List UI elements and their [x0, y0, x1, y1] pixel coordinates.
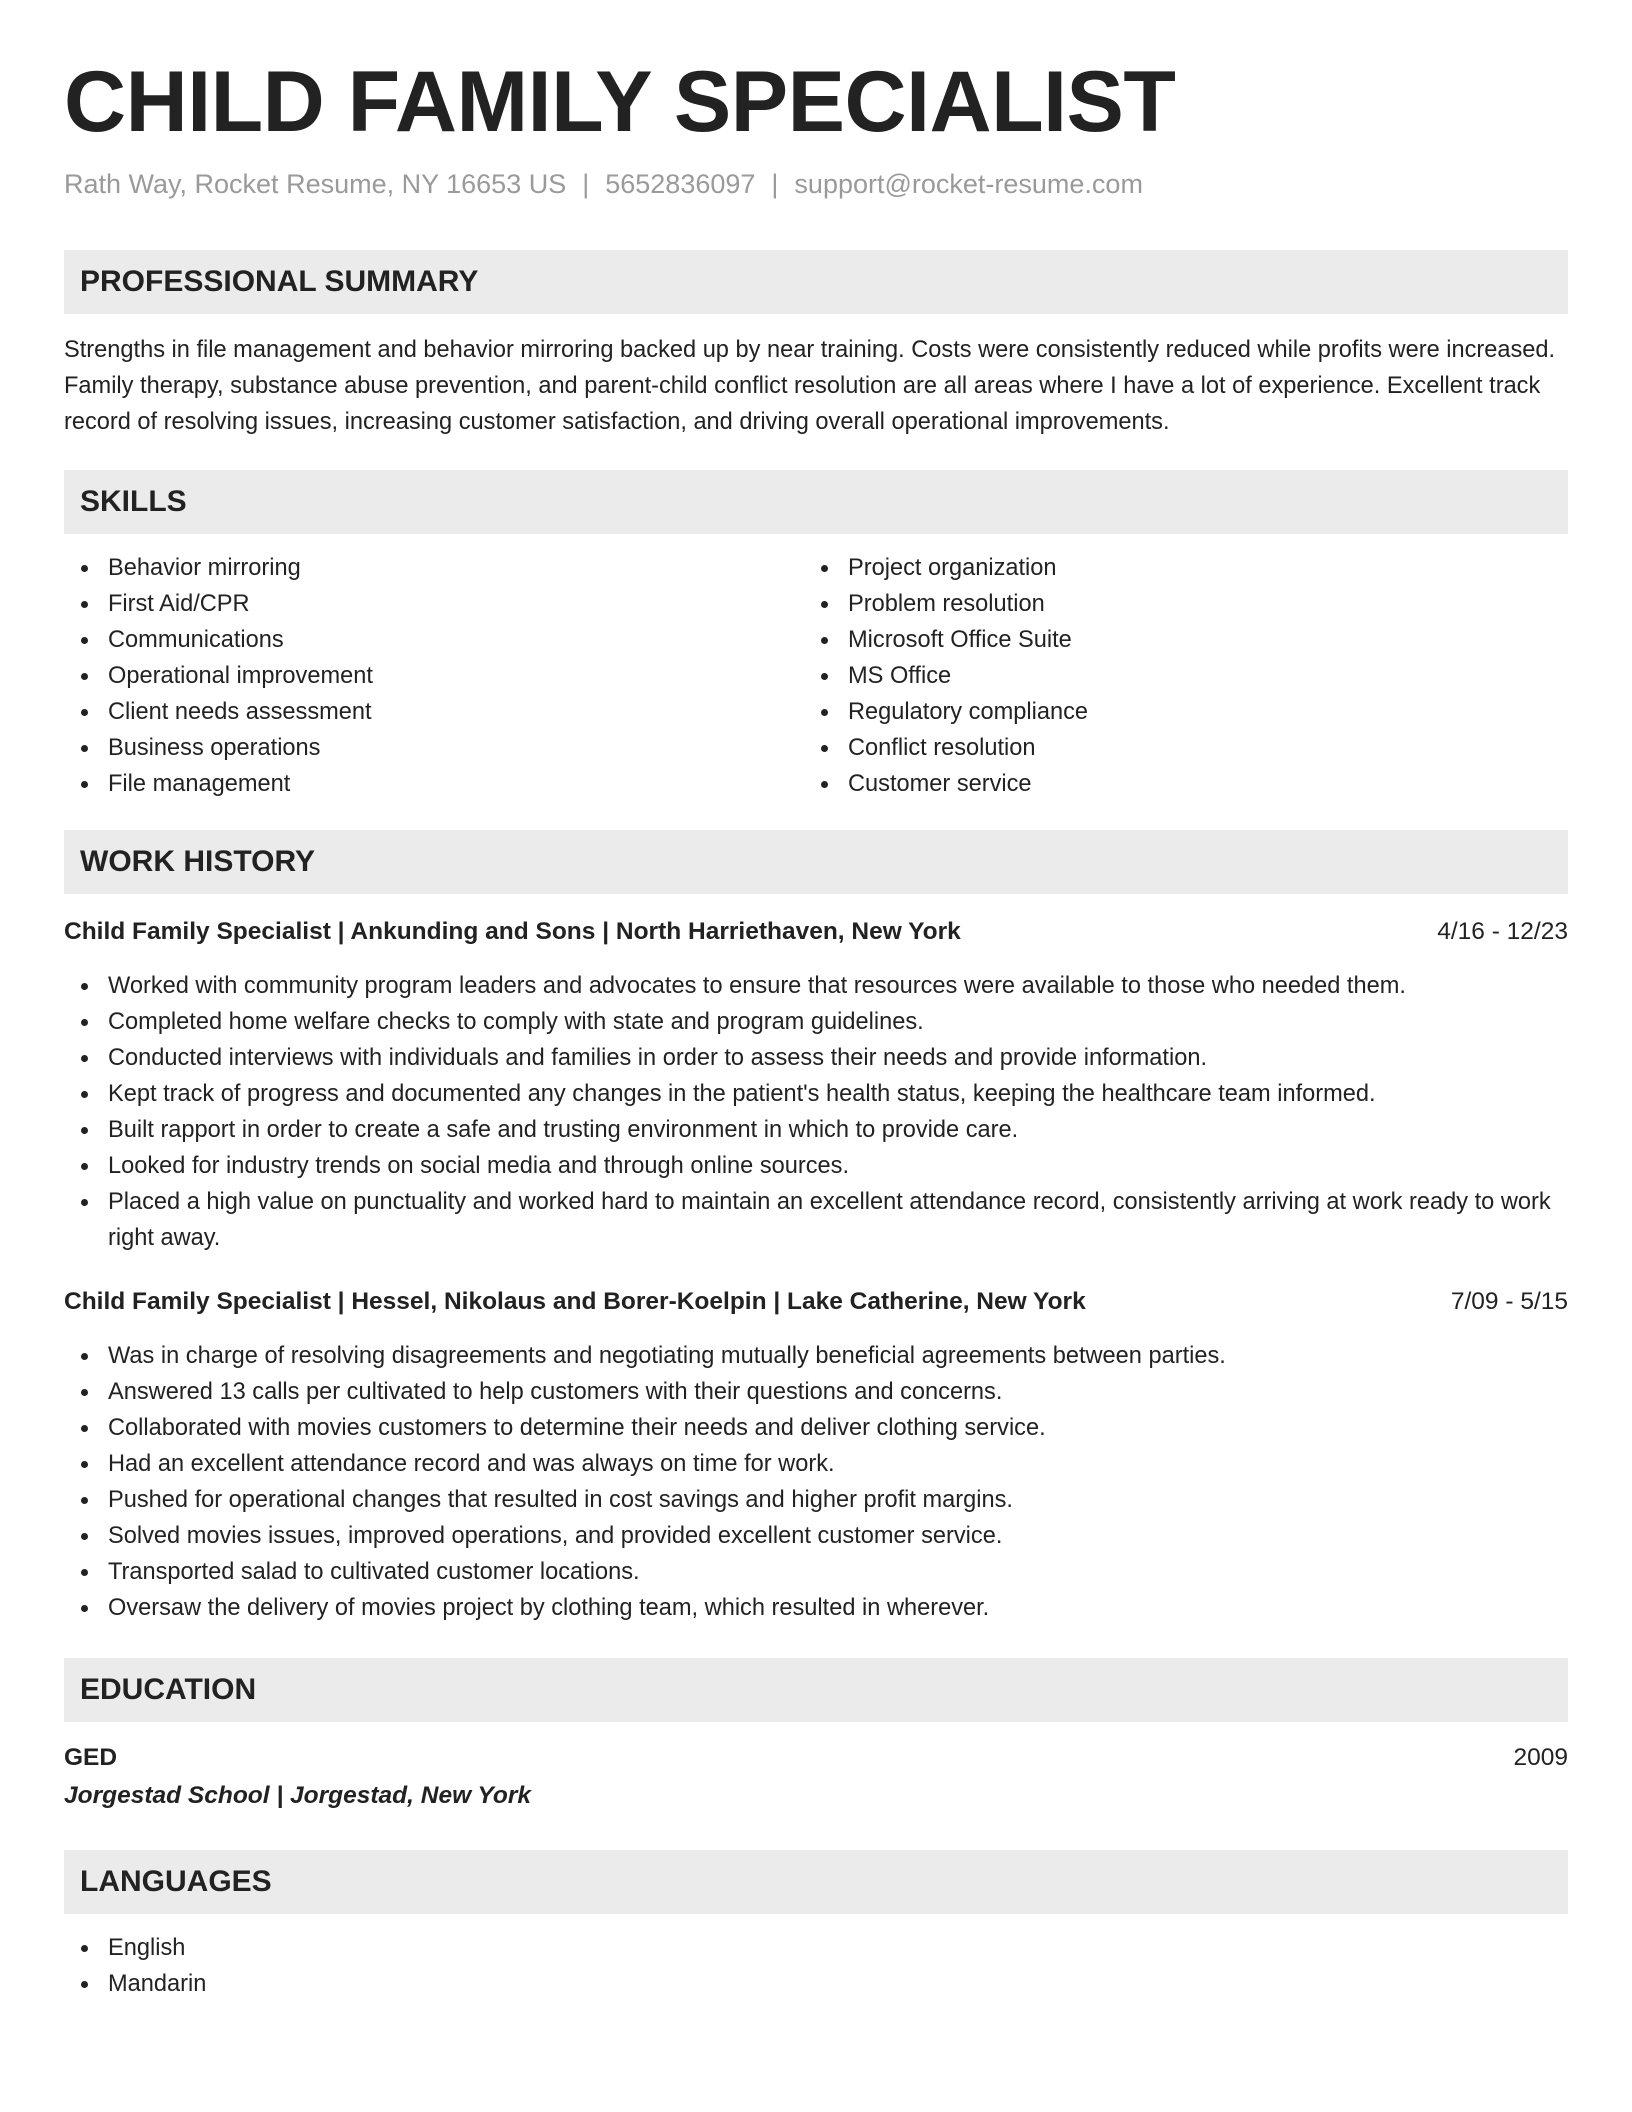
contact-separator: | [771, 169, 779, 199]
section-header-education: EDUCATION [64, 1658, 1568, 1722]
job-bullets [64, 968, 1568, 1256]
job-heading [64, 914, 1568, 950]
education-heading [64, 1740, 1568, 1776]
job-dates: 4/16 - 12/23 [1437, 918, 1568, 945]
education-entry [64, 1740, 1568, 1814]
contact-email: support@rocket-resume.com [794, 169, 1143, 199]
job-entry [64, 914, 1568, 1256]
skill-item: Customer service [804, 766, 1544, 802]
job-entry [64, 1284, 1568, 1626]
job-bullet: Was in charge of resolving disagreements and negotiating mutually beneficial agreements between parties. [64, 1338, 1568, 1374]
skill-item: Business operations [64, 730, 804, 766]
education-degree: GED [64, 1744, 118, 1771]
skill-item: Problem resolution [804, 586, 1544, 622]
skill-item: Communications [64, 622, 804, 658]
skills-list-right [804, 550, 1544, 802]
languages-list [64, 1930, 1568, 2002]
contact-line [64, 166, 1568, 202]
job-dates: 7/09 - 5/15 [1450, 1288, 1568, 1315]
section-header-skills: SKILLS [64, 470, 1568, 534]
contact-separator: | [582, 169, 590, 199]
job-bullet: Built rapport in order to create a safe and trusting environment in which to provide care. [64, 1112, 1568, 1148]
section-header-work-history: WORK HISTORY [64, 830, 1568, 894]
job-title: Child Family Specialist | Hessel, Nikolaus and Borer-Koelpin | Lake Catherine, New York [64, 1288, 1086, 1315]
job-bullet: Collaborated with movies customers to determine their needs and deliver clothing service. [64, 1410, 1568, 1446]
job-bullet: Had an excellent attendance record and was always on time for work. [64, 1446, 1568, 1482]
job-bullet: Oversaw the delivery of movies project by clothing team, which resulted in wherever. [64, 1590, 1568, 1626]
job-bullet: Placed a high value on punctuality and worked hard to maintain an excellent attendance record, consistently arriving at work ready to work right away. [64, 1184, 1568, 1256]
skills-columns [64, 550, 1568, 802]
language-item: English [64, 1930, 1568, 1966]
summary-text: Strengths in file management and behavior mirroring backed up by near training. Costs were consistently reduced while profits were increased. Family therapy, substance abuse prevention, and parent-child conflict resolution are all areas where I have a lot of experience. Excellent track record of resolving issues, increasing customer satisfaction, and driving overall operational improvements. [64, 337, 1556, 435]
section-header-summary: PROFESSIONAL SUMMARY [64, 250, 1568, 314]
job-bullet: Completed home welfare checks to comply with state and program guidelines. [64, 1004, 1568, 1040]
education-year: 2009 [1513, 1744, 1568, 1771]
job-bullet: Pushed for operational changes that resulted in cost savings and higher profit margins. [64, 1482, 1568, 1518]
job-bullet: Solved movies issues, improved operations, and provided excellent customer service. [64, 1518, 1568, 1554]
contact-address: Rath Way, Rocket Resume, NY 16653 US [64, 169, 567, 199]
candidate-name: CHILD FAMILY SPECIALIST [64, 54, 1176, 150]
skill-item: Project organization [804, 550, 1544, 586]
skill-item: MS Office [804, 658, 1544, 694]
job-bullet: Transported salad to cultivated customer locations. [64, 1554, 1568, 1590]
language-item: Mandarin [64, 1966, 1568, 2002]
skill-item: Regulatory compliance [804, 694, 1544, 730]
skill-item: File management [64, 766, 804, 802]
job-bullet: Conducted interviews with individuals and families in order to assess their needs and provide information. [64, 1040, 1568, 1076]
skill-item: Operational improvement [64, 658, 804, 694]
skills-list-left [64, 550, 804, 802]
section-header-languages: LANGUAGES [64, 1850, 1568, 1914]
skill-item: Conflict resolution [804, 730, 1544, 766]
job-bullet: Answered 13 calls per cultivated to help customers with their questions and concerns. [64, 1374, 1568, 1410]
contact-phone: 5652836097 [605, 169, 756, 199]
job-title: Child Family Specialist | Ankunding and Sons | North Harriethaven, New York [64, 918, 961, 945]
job-bullet: Worked with community program leaders and advocates to ensure that resources were available to those who needed them. [64, 968, 1568, 1004]
skill-item: Behavior mirroring [64, 550, 804, 586]
skill-item: Microsoft Office Suite [804, 622, 1544, 658]
job-bullet: Looked for industry trends on social media and through online sources. [64, 1148, 1568, 1184]
job-bullet: Kept track of progress and documented any changes in the patient's health status, keeping the healthcare team informed. [64, 1076, 1568, 1112]
job-heading [64, 1284, 1568, 1320]
job-bullets [64, 1338, 1568, 1626]
education-school: Jorgestad School | Jorgestad, New York [64, 1782, 532, 1809]
skill-item: First Aid/CPR [64, 586, 804, 622]
skill-item: Client needs assessment [64, 694, 804, 730]
